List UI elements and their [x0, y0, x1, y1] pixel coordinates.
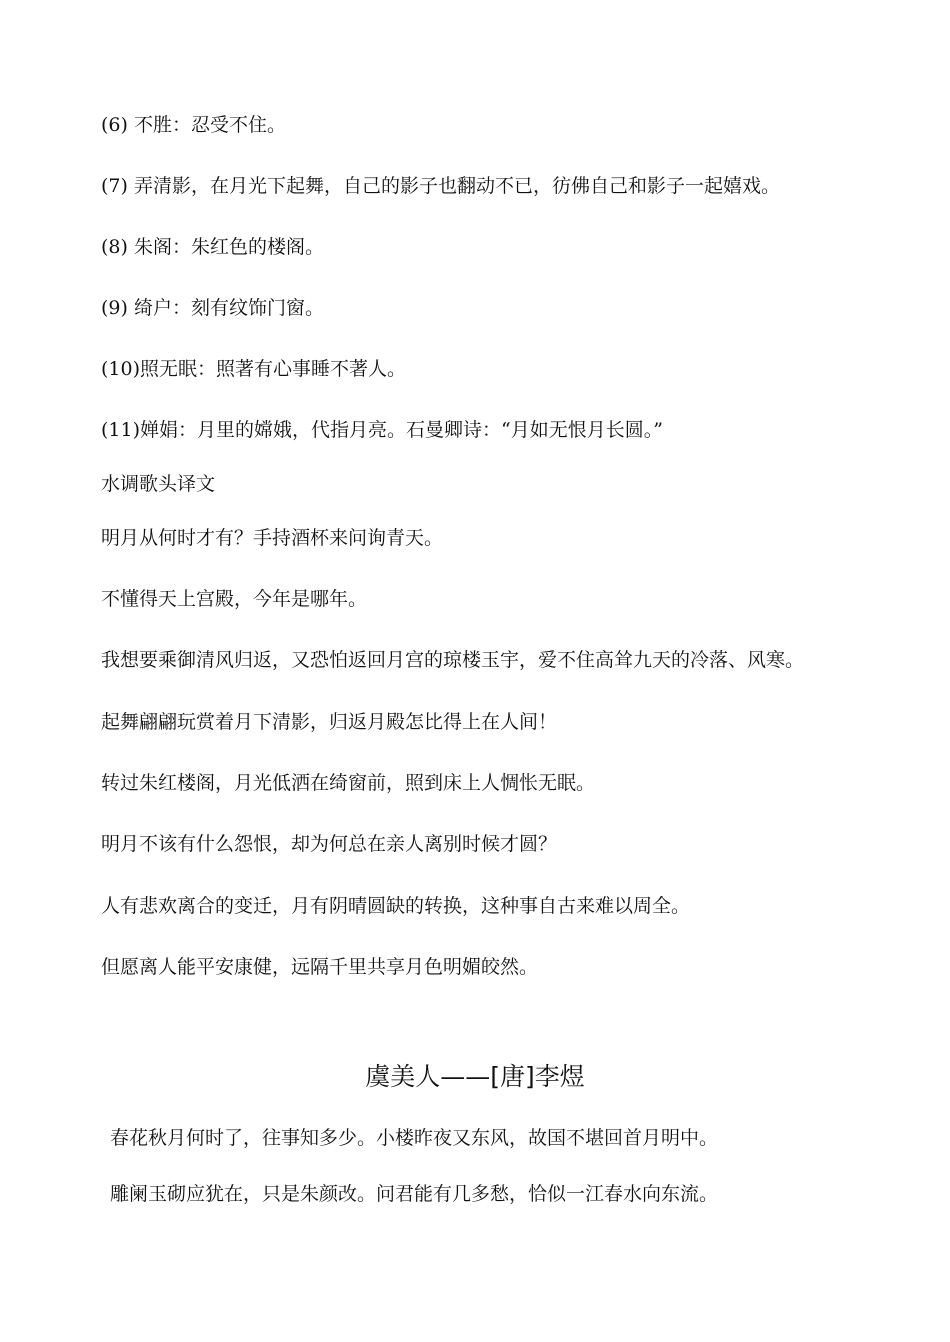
translation-line-5: 转过朱红楼阁，月光低洒在绮窗前，照到床上人惆怅无眠。 — [101, 772, 596, 794]
poem-line-2: 雕阑玉砌应犹在，只是朱颜改。问君能有几多愁，恰似一江春水向东流。 — [110, 1183, 719, 1205]
note-9: (9) 绮户：刻有纹饰门窗。 — [101, 297, 324, 319]
translation-line-4: 起舞翩翩玩赏着月下清影，归返月殿怎比得上在人间！ — [101, 711, 558, 733]
translation-heading: 水调歌头译文 — [101, 473, 216, 495]
translation-line-7: 人有悲欢离合的变迁，月有阴晴圆缺的转换，这种事自古来难以周全。 — [101, 895, 691, 917]
translation-line-8: 但愿离人能平安康健，远隔千里共享月色明媚皎然。 — [101, 956, 539, 978]
poem-line-1: 春花秋月何时了，往事知多少。小楼昨夜又东风，故国不堪回首月明中。 — [110, 1127, 719, 1149]
translation-line-2: 不懂得天上宫殿，今年是哪年。 — [101, 588, 368, 610]
note-8: (8) 朱阁：朱红色的楼阁。 — [101, 236, 324, 258]
translation-line-3: 我想要乘御清风归返，又恐怕返回月宫的琼楼玉宇，爱不住高耸九天的冷落、风寒。 — [101, 649, 805, 671]
note-10: (10)照无眠：照著有心事睡不著人。 — [101, 358, 407, 380]
translation-line-6: 明月不该有什么怨恨，却为何总在亲人离别时候才圆？ — [101, 833, 558, 855]
note-11: (11)婵娟：月里的嫦娥，代指月亮。石曼卿诗：“月如无恨月长圆。” — [101, 419, 663, 441]
poem-title: 虞美人——[唐]李煜 — [365, 1062, 585, 1091]
translation-line-1: 明月从何时才有？手持酒杯来问询青天。 — [101, 527, 444, 549]
note-6: (6) 不胜：忍受不住。 — [101, 114, 286, 136]
note-7: (7) 弄清影，在月光下起舞，自己的影子也翻动不已，彷佛自己和影子一起嬉戏。 — [101, 175, 780, 197]
